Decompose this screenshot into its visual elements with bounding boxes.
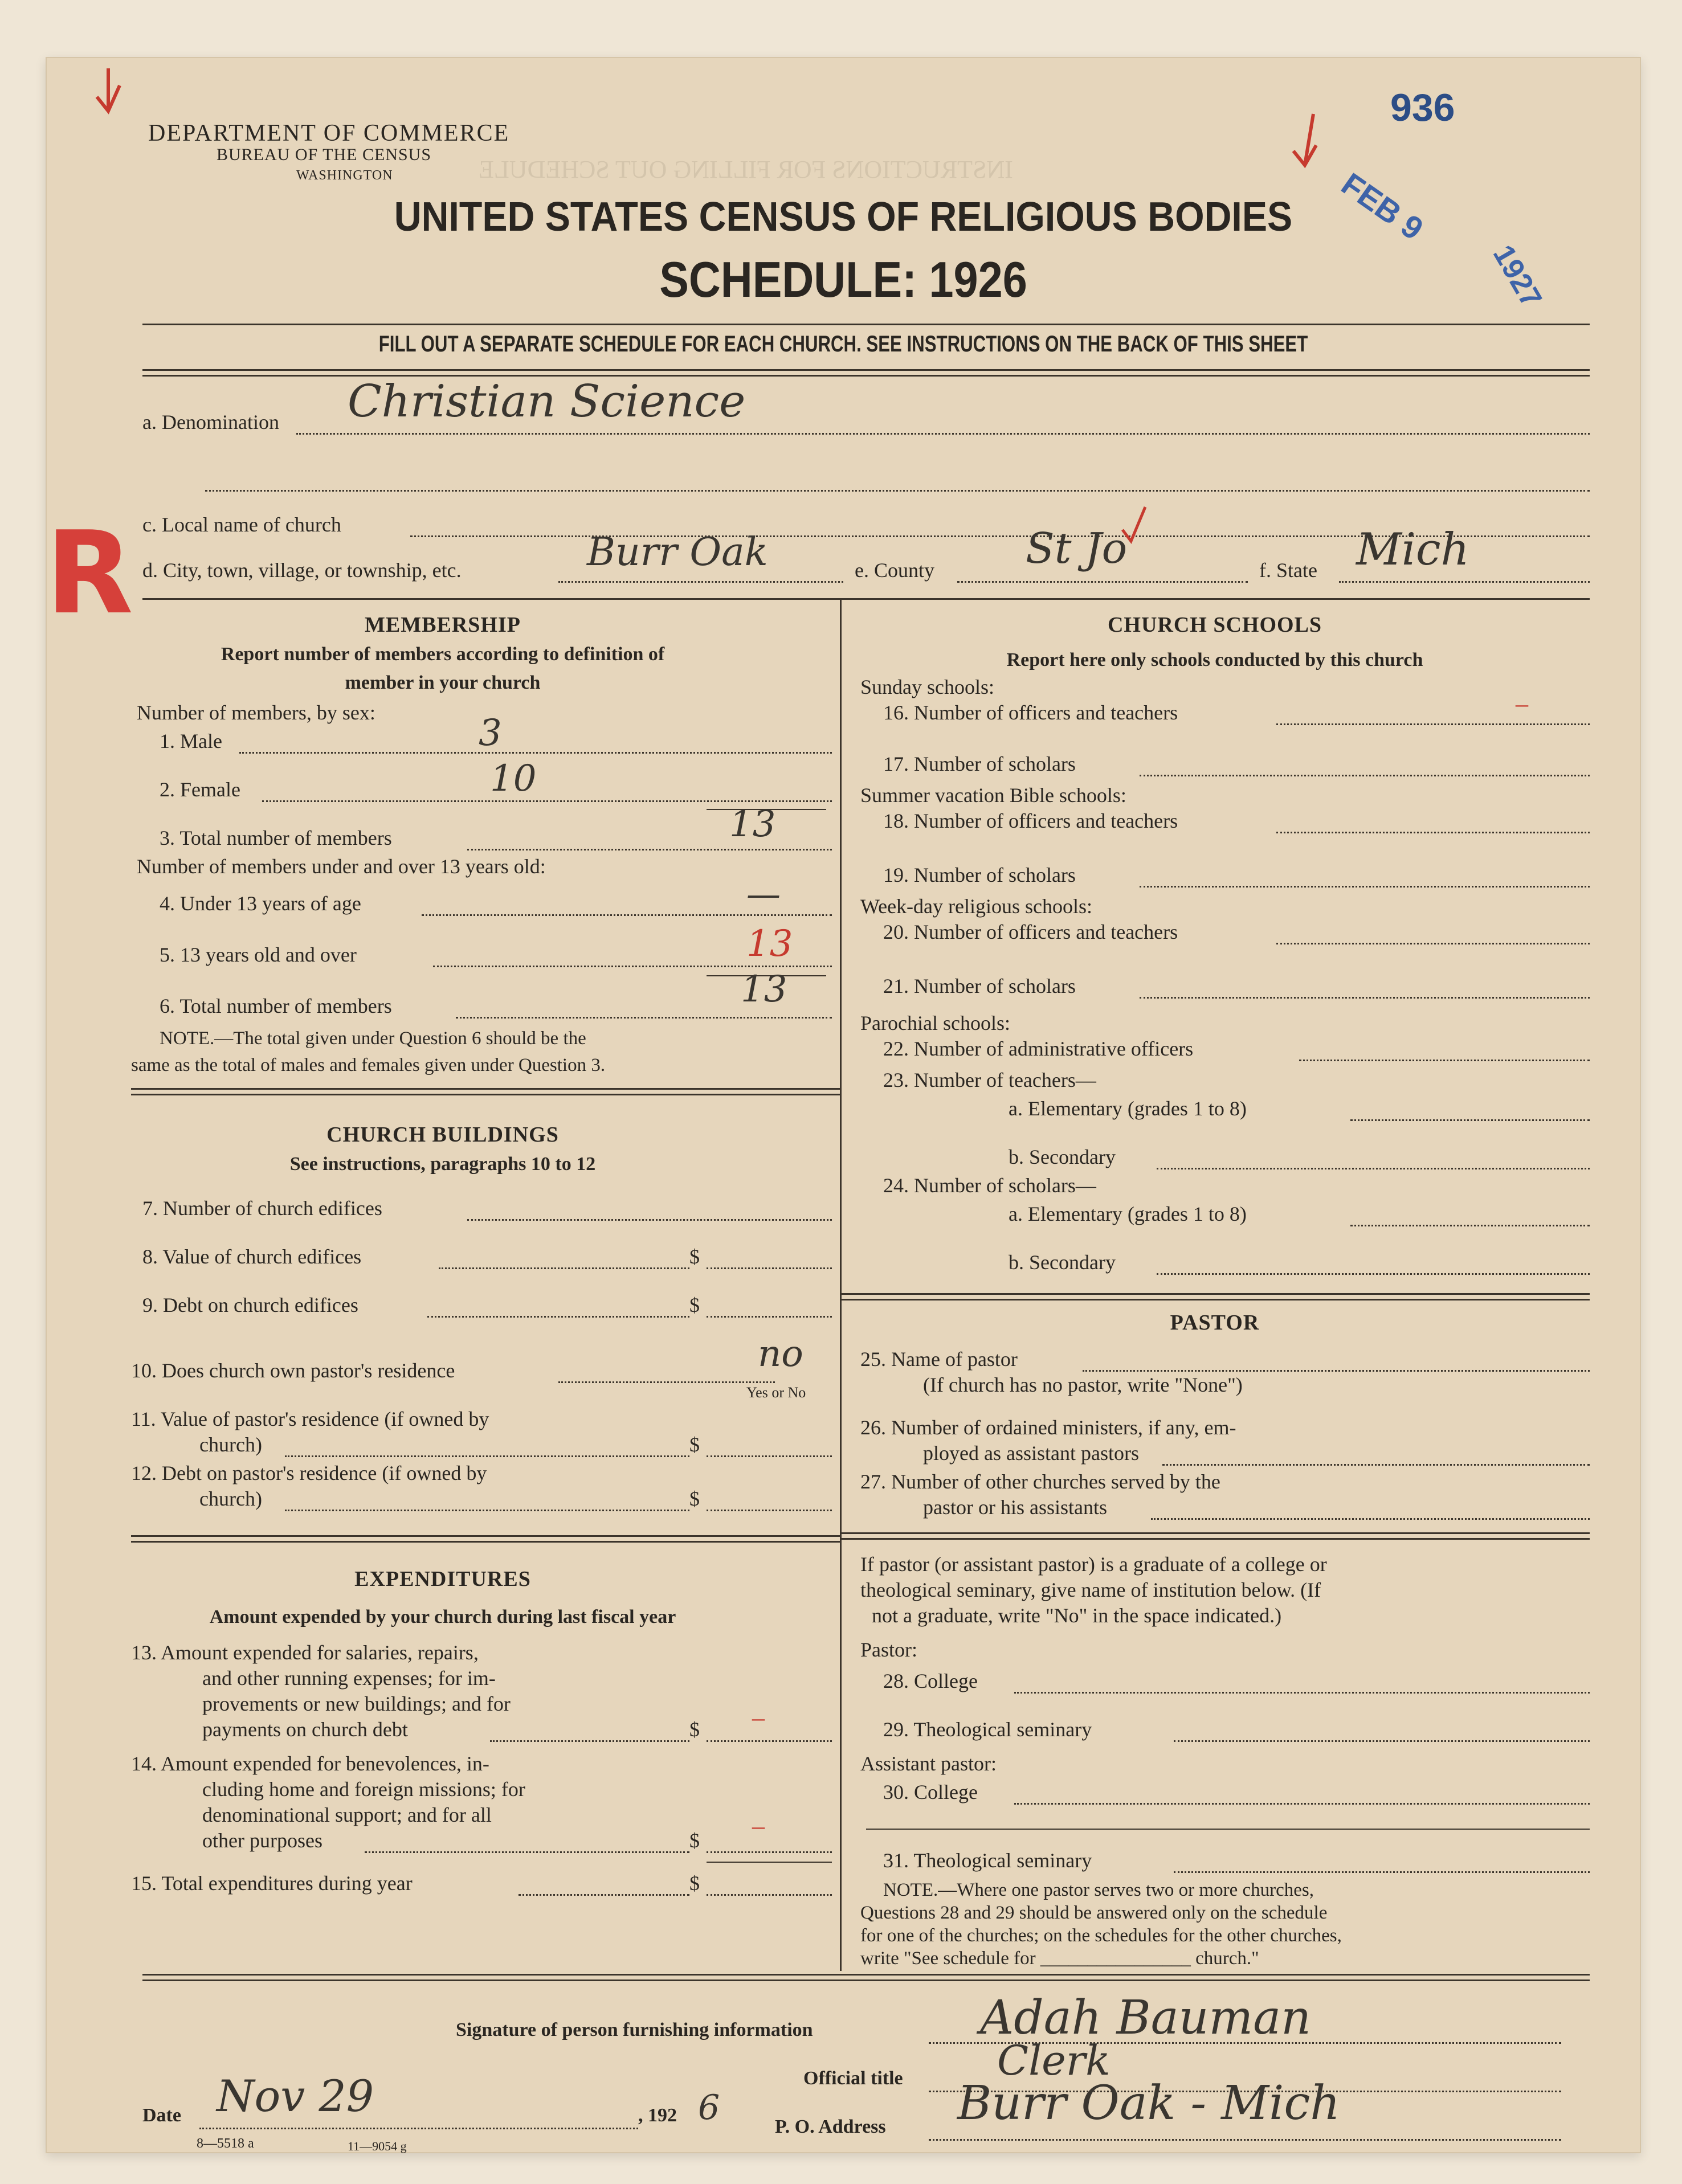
q14-label-2: cluding home and foreign missions; for <box>202 1778 525 1801</box>
q16-field[interactable]: – <box>1516 690 1528 718</box>
membership-note-1: NOTE.—The total given under Question 6 should be the <box>160 1028 586 1049</box>
red-check-icon <box>85 63 131 131</box>
census-form-page <box>46 57 1641 2153</box>
parochial-schools-label: Parochial schools: <box>860 1012 1010 1034</box>
membership-heading: MEMBERSHIP <box>365 613 521 637</box>
q8-label: 8. Value of church edifices <box>142 1245 362 1268</box>
bleed-through-text: INSTRUCTIONS FOR FILLING OUT SCHEDULE <box>479 156 1013 183</box>
q1-male-field[interactable]: 3 <box>479 712 502 754</box>
q14-field[interactable]: – <box>752 1812 765 1840</box>
state-label: f. State <box>1259 559 1317 582</box>
year-field[interactable]: 6 <box>698 2088 720 2128</box>
bureau-city: WASHINGTON <box>296 168 393 183</box>
graduate-note-2: theological seminary, give name of institution below. (If <box>860 1578 1321 1601</box>
membership-note-2: same as the total of males and females given under Question 3. <box>131 1055 606 1075</box>
buildings-heading: CHURCH BUILDINGS <box>326 1123 559 1147</box>
q24b-label: b. Secondary <box>1009 1251 1116 1274</box>
q22-label: 22. Number of administrative officers <box>883 1037 1194 1060</box>
red-r-mark: R <box>46 507 134 640</box>
q12-label-2: church) <box>199 1487 262 1510</box>
denomination-field[interactable]: Christian Science <box>348 376 746 427</box>
stamp-date: FEB 9 <box>1335 165 1430 247</box>
county-field[interactable]: St Jo <box>1026 524 1128 573</box>
pastor-note-1: NOTE.—Where one pastor serves two or more churches, <box>883 1880 1314 1900</box>
q11-dollar: $ <box>689 1433 700 1456</box>
q10-field[interactable]: no <box>758 1333 803 1375</box>
q14-label-3: denominational support; and for all <box>202 1803 492 1826</box>
q23a-label: a. Elementary (grades 1 to 8) <box>1009 1097 1247 1120</box>
q31-label: 31. Theological seminary <box>883 1849 1092 1872</box>
q21-label: 21. Number of scholars <box>883 975 1076 997</box>
expenditures-heading: EXPENDITURES <box>354 1567 531 1591</box>
red-check-icon <box>1288 111 1333 174</box>
pastor-heading: PASTOR <box>1170 1311 1260 1335</box>
members-by-sex-label: Number of members, by sex: <box>137 701 375 724</box>
signature-label: Signature of person furnishing information <box>456 2019 813 2040</box>
membership-intro-1: Report number of members according to definition of <box>221 644 665 665</box>
q19-label: 19. Number of scholars <box>883 864 1076 886</box>
official-title-label: Official title <box>803 2068 903 2089</box>
buildings-sub: See instructions, paragraphs 10 to 12 <box>289 1154 596 1175</box>
q14-label-4: other purposes <box>202 1829 322 1852</box>
q13-field[interactable]: – <box>752 1704 765 1732</box>
q28-label: 28. College <box>883 1670 978 1692</box>
q4-under13-field[interactable]: — <box>746 874 781 914</box>
q15-dollar: $ <box>689 1872 700 1895</box>
q25-note: (If church has no pastor, write "None") <box>923 1373 1243 1396</box>
department-name: DEPARTMENT OF COMMERCE <box>148 120 510 146</box>
graduate-note-3: not a graduate, write "No" in the space indicated.) <box>872 1604 1282 1627</box>
q14-dollar: $ <box>689 1829 700 1852</box>
pastor-note-2: Questions 28 and 29 should be answered only on the schedule <box>860 1903 1328 1923</box>
q24a-label: a. Elementary (grades 1 to 8) <box>1009 1203 1247 1225</box>
graduate-note-1: If pastor (or assistant pastor) is a graduate of a college or <box>860 1553 1327 1576</box>
red-check-icon <box>1117 501 1151 547</box>
q26-label-1: 26. Number of ordained ministers, if any, em- <box>860 1416 1236 1439</box>
form-number: 8—5518 a <box>197 2136 254 2151</box>
q6-total-field[interactable]: 13 <box>741 968 787 1011</box>
q12-dollar: $ <box>689 1487 700 1510</box>
q20-label: 20. Number of officers and teachers <box>883 921 1178 943</box>
q23-label: 23. Number of teachers— <box>883 1069 1096 1091</box>
denomination-label: a. Denomination <box>142 411 279 433</box>
membership-intro-2: member in your church <box>345 672 541 693</box>
sunday-schools-label: Sunday schools: <box>860 676 995 698</box>
q3-total-field[interactable]: 13 <box>729 803 776 845</box>
q11-label-1: 11. Value of pastor's residence (if owned by <box>131 1408 489 1430</box>
schools-sub: Report here only schools conducted by this church <box>1006 649 1423 670</box>
q13-label-3: provements or new buildings; and for <box>202 1692 511 1715</box>
members-by-age-label: Number of members under and over 13 years old: <box>137 855 546 878</box>
q13-label-1: 13. Amount expended for salaries, repairs, <box>131 1641 479 1664</box>
q12-label-1: 12. Debt on pastor's residence (if owned by <box>131 1462 487 1484</box>
signature-field[interactable]: Adah Bauman <box>980 1991 1311 2045</box>
form-title: UNITED STATES CENSUS OF RELIGIOUS BODIES <box>394 194 1293 240</box>
q8-dollar: $ <box>689 1245 700 1268</box>
official-title-field[interactable]: Clerk <box>997 2036 1111 2084</box>
q11-label-2: church) <box>199 1433 262 1456</box>
schools-heading: CHURCH SCHOOLS <box>1107 613 1322 637</box>
q10-label: 10. Does church own pastor's residence <box>131 1359 455 1382</box>
stamp-year: 1927 <box>1486 239 1548 313</box>
q13-label-4: payments on church debt <box>202 1718 408 1741</box>
q3-label: 3. Total number of members <box>160 827 392 849</box>
expenditures-sub: Amount expended by your church during last fiscal year <box>209 1606 676 1627</box>
assistant-subheading: Assistant pastor: <box>860 1752 997 1775</box>
date-field[interactable]: Nov 29 <box>217 2071 374 2121</box>
schedule-title: SCHEDULE: 1926 <box>659 251 1027 308</box>
pastor-note-3: for one of the churches; on the schedules for the other churches, <box>860 1925 1342 1946</box>
q2-female-field[interactable]: 10 <box>490 758 537 800</box>
pastor-subheading: Pastor: <box>860 1638 918 1661</box>
city-label: d. City, town, village, or township, etc. <box>142 559 462 582</box>
q9-dollar: $ <box>689 1294 700 1316</box>
q6-label: 6. Total number of members <box>160 995 392 1017</box>
q2-label: 2. Female <box>160 778 240 801</box>
q14-label-1: 14. Amount expended for benevolences, in- <box>131 1752 489 1775</box>
q5-label: 5. 13 years old and over <box>160 943 357 966</box>
county-label: e. County <box>855 559 934 582</box>
q29-label: 29. Theological seminary <box>883 1718 1092 1741</box>
po-address-field[interactable]: Burr Oak - Mich <box>957 2076 1341 2130</box>
q13-dollar: $ <box>689 1718 700 1741</box>
yes-no-hint: Yes or No <box>746 1384 806 1401</box>
q7-label: 7. Number of church edifices <box>142 1197 382 1220</box>
date-label: Date <box>142 2105 181 2126</box>
year-prefix: , 192 <box>638 2105 677 2126</box>
q23b-label: b. Secondary <box>1009 1146 1116 1168</box>
summer-schools-label: Summer vacation Bible schools: <box>860 784 1126 807</box>
q17-label: 17. Number of scholars <box>883 752 1076 775</box>
po-address-label: P. O. Address <box>775 2116 886 2137</box>
q4-label: 4. Under 13 years of age <box>160 892 361 915</box>
q25-label: 25. Name of pastor <box>860 1348 1018 1371</box>
city-field[interactable]: Burr Oak <box>587 530 768 575</box>
q26-label-2: ployed as assistant pastors <box>923 1442 1139 1465</box>
q9-label: 9. Debt on church edifices <box>142 1294 358 1316</box>
weekday-schools-label: Week-day religious schools: <box>860 895 1093 918</box>
q1-label: 1. Male <box>160 730 222 752</box>
q24-label: 24. Number of scholars— <box>883 1174 1096 1197</box>
q30-label: 30. College <box>883 1781 978 1803</box>
bureau-name: BUREAU OF THE CENSUS <box>217 145 431 164</box>
q16-label: 16. Number of officers and teachers <box>883 701 1178 724</box>
q15-label: 15. Total expenditures during year <box>131 1872 413 1895</box>
q13-label-2: and other running expenses; for im- <box>202 1667 496 1690</box>
q5-over13-field[interactable]: 13 <box>746 923 793 965</box>
state-field[interactable]: Mich <box>1356 524 1469 575</box>
fill-out-instruction: FILL OUT A SEPARATE SCHEDULE FOR EACH CHURCH. SEE INSTRUCTIONS ON THE BACK OF THIS SHEET <box>378 332 1308 357</box>
print-number: 11—9054 g <box>348 2139 407 2153</box>
local-name-label: c. Local name of church <box>142 513 341 536</box>
q18-label: 18. Number of officers and teachers <box>883 809 1178 832</box>
stamp-number: 936 <box>1390 86 1455 129</box>
q27-label-1: 27. Number of other churches served by the <box>860 1470 1220 1493</box>
q27-label-2: pastor or his assistants <box>923 1496 1107 1519</box>
pastor-note-4: write "See schedule for ________________ church." <box>860 1948 1259 1969</box>
